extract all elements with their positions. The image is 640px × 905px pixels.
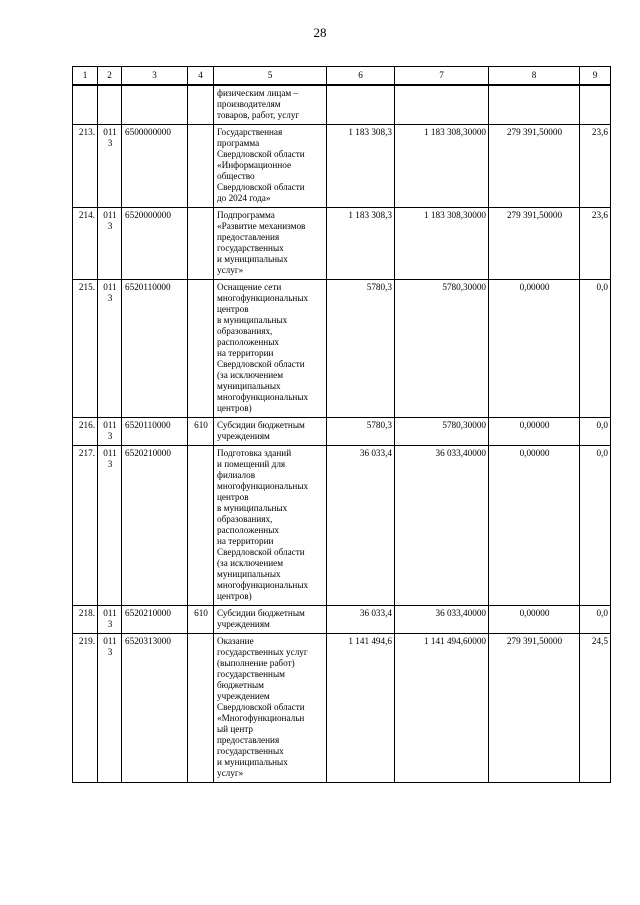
section-code: 0113 (98, 634, 122, 783)
amount-col7: 1 183 308,30000 (395, 125, 489, 208)
amount-col6: 36 033,4 (327, 606, 395, 634)
table-row (73, 418, 611, 446)
column-header: 2 (98, 67, 122, 86)
target-article-code: 6520210000 (122, 446, 188, 606)
percent-col9: 23,6 (580, 208, 611, 280)
expense-type-code (188, 446, 214, 606)
item-name: Государственная программа Свердловской области «Информационное общество Свердловской области до 2024 года» (214, 125, 327, 208)
amount-col8: 279 391,50000 (489, 208, 580, 280)
amount-col8 (489, 85, 580, 125)
section-code: 0113 (98, 606, 122, 634)
column-header: 1 (73, 67, 98, 86)
amount-col7: 36 033,40000 (395, 606, 489, 634)
amount-col8: 0,00000 (489, 280, 580, 418)
target-article-code: 6520000000 (122, 208, 188, 280)
row-number: 213. (73, 125, 98, 208)
target-article-code: 6520313000 (122, 634, 188, 783)
row-number (73, 85, 98, 125)
column-header: 8 (489, 67, 580, 86)
table-header-row (73, 67, 611, 86)
column-header: 5 (214, 67, 327, 86)
amount-col6 (327, 85, 395, 125)
percent-col9: 0,0 (580, 446, 611, 606)
amount-col7: 5780,30000 (395, 418, 489, 446)
amount-col8: 279 391,50000 (489, 634, 580, 783)
expense-type-code (188, 634, 214, 783)
amount-col6: 36 033,4 (327, 446, 395, 606)
item-name: Подпрограмма «Развитие механизмов предоставления государственных и муниципальных услуг» (214, 208, 327, 280)
column-header: 9 (580, 67, 611, 86)
amount-col7: 1 183 308,30000 (395, 208, 489, 280)
row-number: 215. (73, 280, 98, 418)
budget-table (72, 66, 611, 783)
table-row (73, 208, 611, 280)
percent-col9: 24,5 (580, 634, 611, 783)
percent-col9: 0,0 (580, 606, 611, 634)
expense-type-code (188, 280, 214, 418)
amount-col7: 1 141 494,60000 (395, 634, 489, 783)
percent-col9: 0,0 (580, 418, 611, 446)
target-article-code: 6500000000 (122, 125, 188, 208)
table-row (73, 125, 611, 208)
row-number: 219. (73, 634, 98, 783)
amount-col8: 0,00000 (489, 606, 580, 634)
target-article-code: 6520210000 (122, 606, 188, 634)
expense-type-code (188, 208, 214, 280)
table-row (73, 280, 611, 418)
percent-col9: 23,6 (580, 125, 611, 208)
column-header: 6 (327, 67, 395, 86)
item-name: Субсидии бюджетным учреждениям (214, 606, 327, 634)
percent-col9: 0,0 (580, 280, 611, 418)
expense-type-code (188, 125, 214, 208)
item-name: Подготовка зданий и помещений для филиалов многофункциональных центров в муниципальных образованиях, расположенных на территории Свердловской области (за исключением муниципальных многофункциональных центров) (214, 446, 327, 606)
percent-col9 (580, 85, 611, 125)
amount-col8: 0,00000 (489, 418, 580, 446)
page-number: 28 (313, 25, 327, 40)
amount-col6: 1 141 494,6 (327, 634, 395, 783)
amount-col7 (395, 85, 489, 125)
target-article-code (122, 85, 188, 125)
row-number: 216. (73, 418, 98, 446)
expense-type-code: 610 (188, 606, 214, 634)
item-name: физическим лицам – производителям товаров, работ, услуг (214, 85, 327, 125)
table-row (73, 85, 611, 125)
amount-col7: 36 033,40000 (395, 446, 489, 606)
expense-type-code (188, 85, 214, 125)
column-header: 7 (395, 67, 489, 86)
section-code: 0113 (98, 208, 122, 280)
amount-col7: 5780,30000 (395, 280, 489, 418)
item-name: Оказание государственных услуг (выполнение работ) государственным бюджетным учреждением Свердловской области «Многофункциональн ый центр предоставления государственных и муниципальных услуг» (214, 634, 327, 783)
expense-type-code: 610 (188, 418, 214, 446)
section-code: 0113 (98, 418, 122, 446)
row-number: 214. (73, 208, 98, 280)
section-code: 0113 (98, 446, 122, 606)
amount-col6: 1 183 308,3 (327, 125, 395, 208)
amount-col6: 5780,3 (327, 418, 395, 446)
item-name: Оснащение сети многофункциональных центров в муниципальных образованиях, расположенных на территории Свердловской области (за исключением муниципальных многофункциональных центров) (214, 280, 327, 418)
row-number: 218. (73, 606, 98, 634)
item-name: Субсидии бюджетным учреждениям (214, 418, 327, 446)
amount-col8: 0,00000 (489, 446, 580, 606)
table-row (73, 606, 611, 634)
target-article-code: 6520110000 (122, 280, 188, 418)
amount-col6: 1 183 308,3 (327, 208, 395, 280)
section-code: 0113 (98, 280, 122, 418)
section-code: 0113 (98, 125, 122, 208)
section-code (98, 85, 122, 125)
column-header: 4 (188, 67, 214, 86)
target-article-code: 6520110000 (122, 418, 188, 446)
table-row (73, 446, 611, 606)
column-header: 3 (122, 67, 188, 86)
amount-col6: 5780,3 (327, 280, 395, 418)
row-number: 217. (73, 446, 98, 606)
table-row (73, 634, 611, 783)
amount-col8: 279 391,50000 (489, 125, 580, 208)
